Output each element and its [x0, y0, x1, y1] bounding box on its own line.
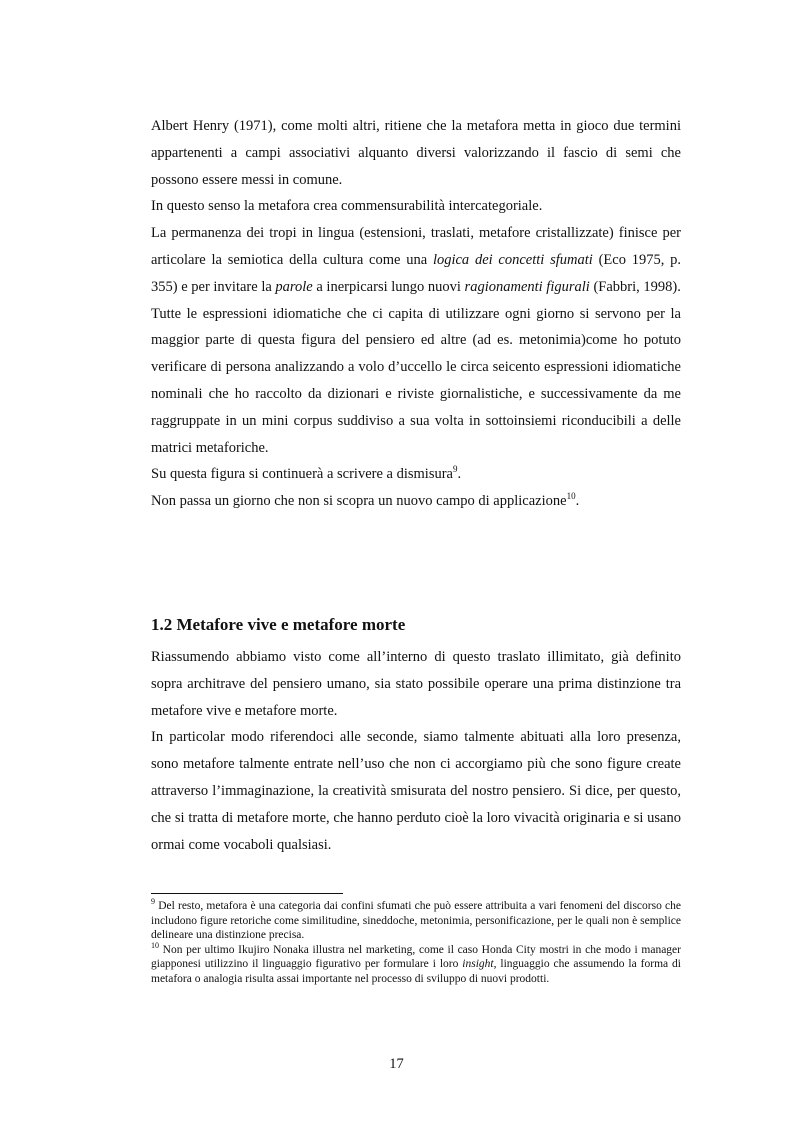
paragraph-espressioni-idiomatiche: Tutte le espressioni idiomatiche che ci capita di utilizzare ogni giorno si servono per la maggior parte di questa figura del pensiero ed altre (ad es. metonimia)come ho potuto verificare di persona analizzando a volo d’uccello le circa seicento espressioni idiomatiche nominali che ho raccolto da dizionari e riviste giornalistiche, e successivamente da me raggruppate in un mini corpus suddiviso a sua volta in sottoinsiemi riconducibili a delle matrici metaforiche.: [151, 305, 681, 456]
footnote-10: $^{10}$ Non per ultimo Ikujiro Nonaka illustra nel marketing, come il caso Honda City mostri in che modo i manager giapponesi utilizzino il linguaggio figurativo per formulare i loro insight, linguaggio che assumendo la forma di metafora o analogia risulta assai importante nel processo di sviluppo di nuovi prodotti.: [151, 940, 681, 985]
footnotes: [151, 899, 681, 987]
italic-ragionamenti: ragionamenti figurali: [464, 278, 590, 295]
footnote-separator: [151, 893, 343, 894]
page-number: 17: [389, 1056, 404, 1072]
body-text-section-1: [151, 113, 681, 515]
footnote-ref-10[interactable]: 10: [566, 491, 576, 502]
footnote-ref-9[interactable]: 9: [453, 464, 458, 475]
paragraph-riassumendo: Riassumendo abbiamo visto come all’interno di questo traslato illimitato, già definito sopra architrave del pensiero umano, sia stato possibile operare una prima distinzione tra metafore vive e metafore morte.: [151, 649, 681, 719]
body-text-section-2: [151, 644, 681, 858]
italic-parole: parole: [275, 278, 313, 295]
paragraph-henry: Albert Henry (1971), come molti altri, ritiene che la metafora metta in gioco due termini appartenenti a campi associativi alquanto diversi valorizzando il fascio di semi che possono essere messi in comune.: [151, 118, 681, 188]
footnote-9: $^9$ Del resto, metafora è una categoria dai confini sfumati che può essere attribuita a vari fenomeni del discorso che includono figure retoriche come similitudine, sineddoche, metonimia, personificazione, per le quali non è semplice delineare una distinzione precisa.: [151, 897, 681, 942]
paragraph-campo-applicazione: Non passa un giorno che non si scopra un nuovo campo di applicazione$^{10}$.: [151, 491, 580, 510]
paragraph-permanenza-tropi: La permanenza dei tropi in lingua (estensioni, traslati, metafore cristallizzate) finisce per articolare la semiotica della cultura come una logica dei concetti sfumati (Eco 1975, p. 355) e per invitare la parole a inerpicarsi lungo nuovi ragionamenti figurali (Fabbri, 1998).: [151, 225, 681, 295]
section-heading: 1.2 Metafore vive e metafore morte: [151, 615, 406, 634]
paragraph-metafore-morte: In particolar modo riferendoci alle seconde, siamo talmente abituati alla loro presenza, sono metafore talmente entrate nell’uso che non ci accorgiamo più che sono figure create attraverso l’immaginazione, la creatività smisurata del nostro pensiero. Si dice, per questo, che si tratta di metafore morte, che hanno perduto cioè la loro vivacità originaria e si usano ormai come vocaboli qualsiasi.: [151, 729, 681, 853]
paragraph-commensurabilita: In questo senso la metafora crea commensurabilità intercategoriale.: [151, 198, 543, 215]
italic-insight: insight: [462, 958, 494, 971]
paragraph-dismisura: Su questa figura si continuerà a scrivere a dismisura$^9$.: [151, 464, 462, 483]
italic-logica-concetti: logica dei concetti sfumati: [432, 251, 593, 268]
